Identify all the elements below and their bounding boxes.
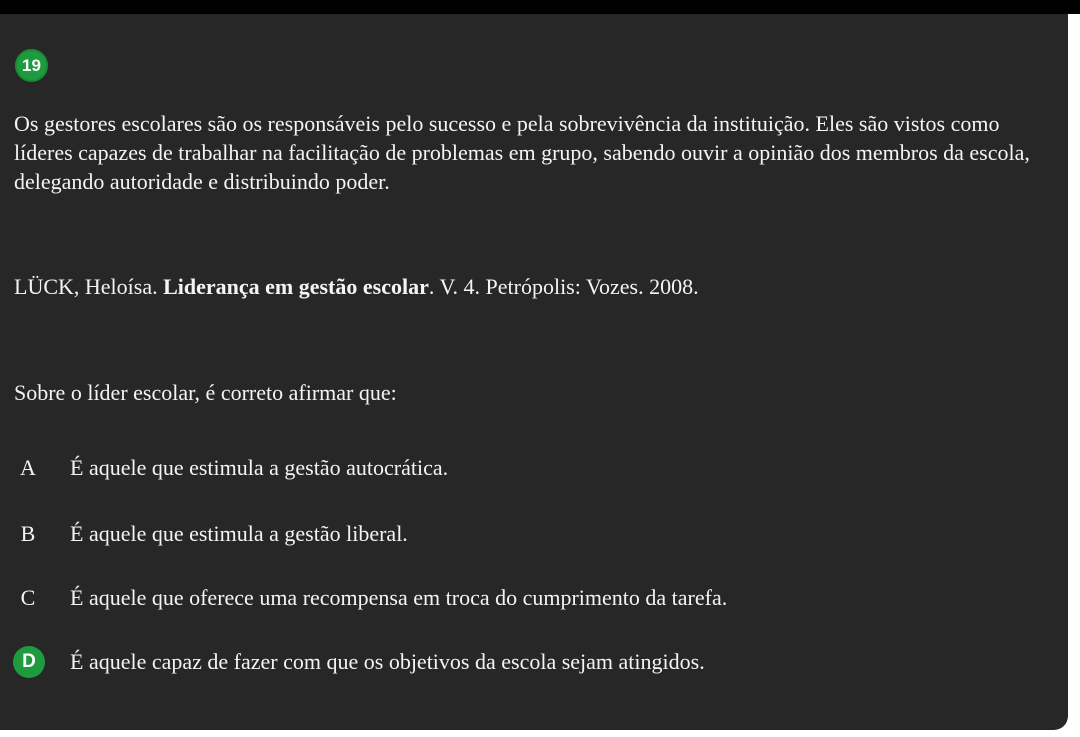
citation-details: . V. 4. Petrópolis: Vozes. 2008. <box>428 274 699 299</box>
question-number-badge: 19 <box>15 49 48 82</box>
top-bar <box>0 0 1080 14</box>
option-a[interactable] <box>0 450 1060 490</box>
question-stem: Os gestores escolares são os responsáveis pelo sucesso e pela sobrevivência da instituição. Eles são vistos como líderes capazes de trabalhar na facilitação de problemas em grupo, sabendo ouvir a opinião dos membros da escola, delegando autoridade e distribuindo poder. <box>14 111 1030 194</box>
option-text-d: É aquele capaz de fazer com que os objetivos da escola sejam atingidos. <box>70 649 705 674</box>
option-letter-b: B <box>20 521 36 546</box>
question-prompt: Sobre o líder escolar, é correto afirmar que: <box>14 380 397 405</box>
option-text-c: É aquele que oferece uma recompensa em troca do cumprimento da tarefa. <box>70 585 728 610</box>
option-text-a: É aquele que estimula a gestão autocrática. <box>70 455 449 480</box>
option-b[interactable] <box>0 516 1060 556</box>
option-c[interactable] <box>0 580 1060 620</box>
citation-author: LÜCK, Heloísa. <box>14 274 164 299</box>
option-text-b: É aquele que estimula a gestão liberal. <box>70 521 408 546</box>
option-letter-d-selected: D <box>13 646 45 678</box>
question-card <box>0 14 1068 730</box>
option-letter-a: A <box>20 455 36 480</box>
option-letter-c: C <box>20 585 36 610</box>
citation <box>14 272 1054 301</box>
citation-title: Liderança em gestão escolar <box>163 274 429 299</box>
option-d[interactable] <box>0 644 1060 684</box>
